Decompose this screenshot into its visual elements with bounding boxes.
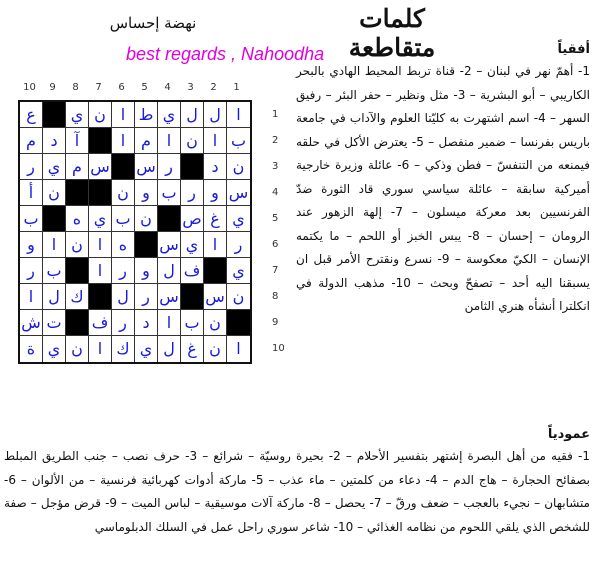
letter-cell[interactable]: م [135, 128, 158, 154]
column-number: 6 [118, 82, 125, 93]
letter-cell[interactable]: س [89, 154, 112, 180]
down-heading: عمودياً [547, 427, 590, 442]
letter-cell[interactable]: ن [227, 154, 250, 180]
letter-cell[interactable]: ة [20, 336, 43, 362]
letter-cell[interactable]: ب [43, 258, 66, 284]
letter-cell[interactable]: ا [43, 232, 66, 258]
black-cell [66, 258, 89, 284]
row-numbers [272, 102, 285, 362]
black-cell [43, 102, 66, 128]
letter-cell[interactable]: ر [20, 258, 43, 284]
letter-cell[interactable]: ص [181, 206, 204, 232]
letter-cell[interactable]: ر [20, 154, 43, 180]
column-number: 4 [164, 82, 171, 93]
letter-cell[interactable]: س [158, 232, 181, 258]
letter-cell[interactable]: ل [181, 102, 204, 128]
column-number: 1 [233, 82, 240, 93]
letter-cell[interactable]: ب [20, 206, 43, 232]
letter-cell[interactable]: ا [20, 284, 43, 310]
down-clue-text: 1- فقيه من أهل البصرة إشتهر بتفسير الأحلام – 2- بحيرة روسيّة – شرائع – 3- حرف نصب – جنب الطريق المبلط بصفائح الحجارة – هاج الدم – 4- دعاء من كلمتين – ماء عذب – 5- ماركة أدوات كهربائية فرنسية – من الألوان – 6- متشابهان – نجيء بالعجب – ضعف ورقّ – 7- يحصل – 8- ماركة آلات موسيقية – لباس الميت – 9- قرض مؤجل – صفة للشخص الذي يلقي اللحوم من نظامه الغذائي – 10- شاعر سوري راحل عمل في السلك الدبلوماسي [4, 449, 591, 534]
column-number: 3 [187, 82, 194, 93]
letter-cell[interactable]: ي [89, 206, 112, 232]
letter-cell[interactable]: ا [158, 310, 181, 336]
black-cell [181, 284, 204, 310]
letter-cell[interactable]: آ [66, 128, 89, 154]
letter-cell[interactable]: ك [112, 336, 135, 362]
black-cell [158, 206, 181, 232]
letter-cell[interactable]: ش [20, 310, 43, 336]
letter-cell[interactable]: ر [158, 154, 181, 180]
letter-cell[interactable]: ن [204, 336, 227, 362]
letter-cell[interactable]: و [135, 180, 158, 206]
letter-cell[interactable]: ر [181, 180, 204, 206]
black-cell [66, 180, 89, 206]
regards-text: best regards , Nahoodha [126, 44, 325, 64]
black-cell [112, 154, 135, 180]
letter-cell[interactable]: أ [20, 180, 43, 206]
column-number: 9 [49, 82, 56, 93]
black-cell [181, 154, 204, 180]
row-number: 1 [272, 109, 279, 120]
letter-cell[interactable]: ا [158, 128, 181, 154]
column-number: 7 [95, 82, 102, 93]
letter-cell[interactable]: س [158, 284, 181, 310]
letter-cell[interactable]: ا [89, 258, 112, 284]
letter-cell[interactable]: ل [158, 336, 181, 362]
letter-cell[interactable]: ا [204, 232, 227, 258]
letter-cell[interactable]: س [227, 180, 250, 206]
letter-cell[interactable]: و [204, 180, 227, 206]
letter-cell[interactable]: ن [135, 206, 158, 232]
across-heading: أفقياً [557, 42, 590, 57]
letter-cell[interactable]: ا [112, 102, 135, 128]
row-number: 6 [272, 239, 279, 250]
letter-cell[interactable]: ن [89, 102, 112, 128]
letter-cell[interactable]: ي [135, 336, 158, 362]
column-number: 8 [72, 82, 79, 93]
puzzle-title: كلمات متقاطعة [348, 4, 436, 62]
row-number: 5 [272, 213, 279, 224]
letter-cell[interactable]: ن [66, 232, 89, 258]
letter-cell[interactable]: ا [236, 339, 241, 358]
letter-cell[interactable]: و [20, 232, 43, 258]
letter-cell[interactable]: ا [227, 102, 250, 128]
letter-cell[interactable]: ه [112, 232, 135, 258]
letter-cell[interactable]: و [135, 258, 158, 284]
across-clue-text: 1- أهمّ نهر في لبنان – 2- قناة تربط المحيط الهادي بالبحر الكاريبي – أبو البشرية – 3- مثل ونظير – حفر البئر – رفيق السهر – 4- اسم اشتهرت به كليّتا العلوم والآداب في جامعة باريس بفرنسا – ضمير منفصل – 5- يعترض الأكل في حلقه فيمنعه من التنفسّ – فطن وذكي – 6- عائلة وزيرة خارجية أميركية سابقة – عائلة سياسي سوري قاد الثورة ضدّ الفرنسيين بعد معركة ميسلون – 7- إلهة الزهور عند الرومان – إحسان – 8- يبس الخبز أو اللحم – ما يكتمه الإنسان – الكيّ معكوسة – 9- نسرع ونقترح الأمر قبل ان يسبقنا اليه أحد – تصفحّ وبحث – 10- مذهب الدولة في انكلترا أنشأه هنري الثامن [296, 64, 591, 313]
letter-cell[interactable]: ا [89, 336, 112, 362]
letter-cell[interactable]: ل [204, 102, 227, 128]
column-number: 5 [141, 82, 148, 93]
letter-cell[interactable]: ف [181, 258, 204, 284]
black-cell [227, 310, 250, 336]
letter-cell[interactable]: م [20, 128, 43, 154]
crossword-grid [18, 100, 252, 364]
author-name: نهضة إحساس [109, 14, 197, 32]
letter-cell[interactable]: ف [89, 310, 112, 336]
row-number: 2 [272, 135, 279, 146]
black-cell [204, 258, 227, 284]
letter-cell[interactable]: ر [112, 310, 135, 336]
black-cell [135, 232, 158, 258]
letter-cell[interactable]: ر [227, 232, 250, 258]
row-number: 7 [272, 265, 279, 276]
across-clues [296, 40, 590, 319]
letter-cell[interactable]: ي [227, 206, 250, 232]
letter-cell[interactable]: د [43, 128, 66, 154]
letter-cell[interactable]: ل [43, 284, 66, 310]
letter-cell[interactable]: ا [89, 232, 112, 258]
column-number: 10 [23, 82, 36, 93]
letter-cell[interactable]: ي [181, 232, 204, 258]
letter-cell[interactable]: ن [227, 284, 250, 310]
letter-cell[interactable]: ي [158, 102, 181, 128]
letter-cell[interactable]: ر [135, 284, 158, 310]
black-cell [66, 310, 89, 336]
letter-cell[interactable]: ن [66, 336, 89, 362]
letter-cell[interactable]: ي [43, 154, 66, 180]
letter-cell[interactable]: س [135, 154, 158, 180]
letter-cell[interactable]: ن [112, 180, 135, 206]
row-number: 9 [272, 317, 279, 328]
letter-cell[interactable]: س [204, 284, 227, 310]
letter-cell[interactable]: ه [66, 206, 89, 232]
row-number: 10 [272, 343, 285, 354]
black-cell [89, 128, 112, 154]
down-clues [4, 425, 590, 539]
crossword-grid-wrapper [18, 100, 248, 360]
black-cell [89, 180, 112, 206]
letter-cell[interactable]: ي [66, 102, 89, 128]
letter-cell[interactable]: ا [112, 128, 135, 154]
letter-cell[interactable]: غ [181, 336, 204, 362]
row-number: 8 [272, 291, 279, 302]
letter-cell[interactable]: ب [112, 206, 135, 232]
column-numbers [18, 82, 248, 93]
letter-cell[interactable]: ر [112, 258, 135, 284]
letter-cell[interactable]: ط [135, 102, 158, 128]
letter-cell[interactable]: د [135, 310, 158, 336]
letter-cell[interactable]: م [66, 154, 89, 180]
letter-cell[interactable]: ت [43, 310, 66, 336]
black-cell [89, 284, 112, 310]
letter-cell[interactable]: ي [227, 258, 250, 284]
row-number: 3 [272, 161, 279, 172]
letter-cell[interactable]: ب [227, 128, 250, 154]
letter-cell[interactable]: ن [43, 180, 66, 206]
letter-cell[interactable]: ع [20, 102, 43, 128]
letter-cell[interactable]: ب [158, 180, 181, 206]
letter-cell[interactable]: ل [112, 284, 135, 310]
letter-cell[interactable]: غ [204, 206, 227, 232]
letter-cell[interactable]: ي [43, 336, 66, 362]
letter-cell[interactable]: ك [66, 284, 89, 310]
letter-cell[interactable]: د [204, 154, 227, 180]
letter-cell[interactable]: ل [158, 258, 181, 284]
letter-cell[interactable]: ا [204, 128, 227, 154]
column-number: 2 [210, 82, 217, 93]
letter-cell[interactable]: ن [204, 310, 227, 336]
black-cell [43, 206, 66, 232]
letter-cell[interactable]: ن [181, 128, 204, 154]
letter-cell[interactable]: ب [181, 310, 204, 336]
row-number: 4 [272, 187, 279, 198]
